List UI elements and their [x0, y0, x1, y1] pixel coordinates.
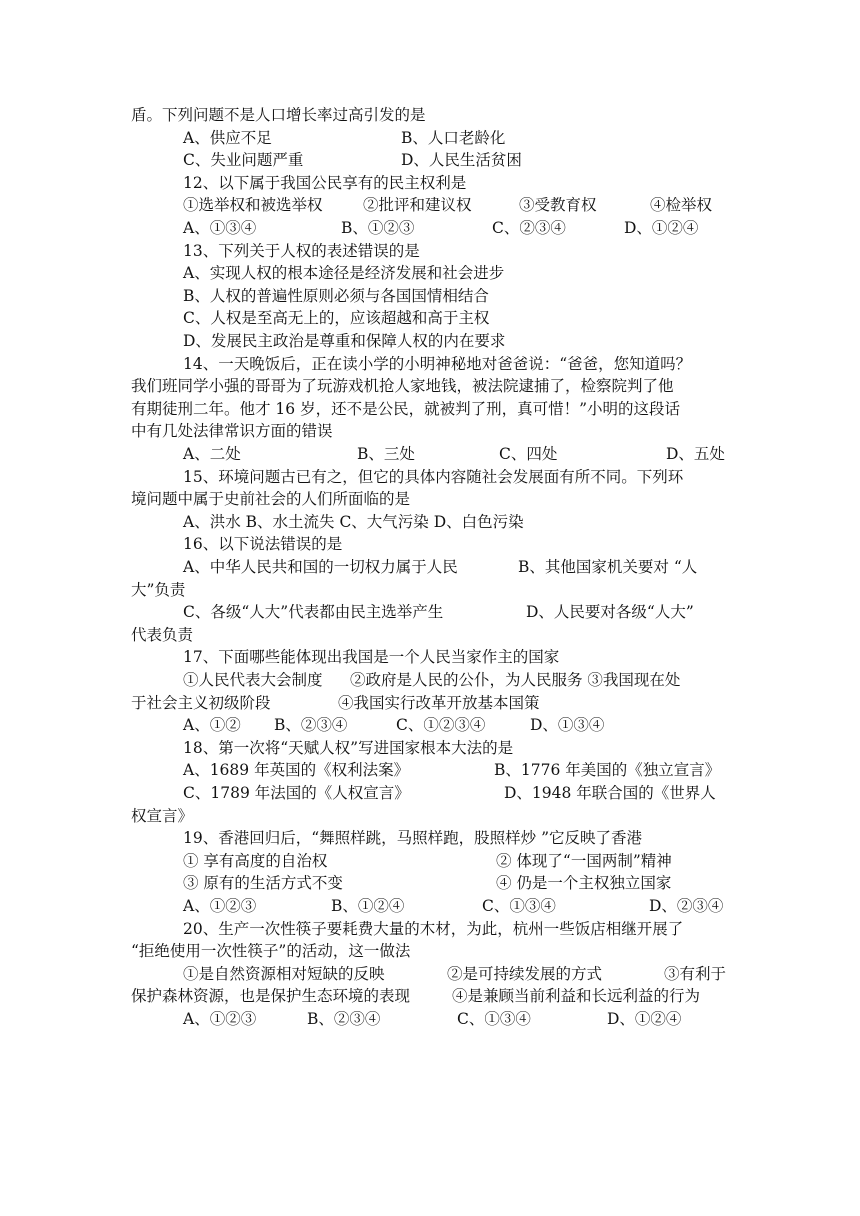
text-segment: C、①②③④	[396, 716, 486, 735]
text-line	[0, 443, 860, 466]
text-line	[0, 669, 860, 692]
text-line	[0, 579, 860, 602]
text-segment: ④检举权	[650, 196, 713, 215]
text-segment: A、洪水 B、水土流失 C、大气污染 D、白色污染	[183, 512, 524, 531]
text-segment: C、失业问题严重	[183, 151, 304, 170]
text-line	[0, 149, 860, 172]
text-line	[0, 759, 860, 782]
text-line	[0, 330, 860, 353]
text-line	[0, 262, 860, 285]
text-line	[0, 940, 860, 963]
text-segment: ① 享有高度的自治权	[183, 851, 328, 870]
text-line	[0, 895, 860, 918]
text-segment: C、四处	[499, 445, 558, 463]
text-segment: D、①③④	[530, 716, 605, 735]
text-segment: 18、第一次将“天赋人权”写进国家根本大法的是	[183, 738, 514, 757]
text-segment: 16、以下说法错误的是	[183, 535, 343, 554]
text-segment: D、人民生活贫困	[401, 151, 522, 170]
text-segment: ②批评和建议权	[363, 196, 472, 215]
text-line	[0, 918, 860, 941]
text-segment: A、供应不足	[183, 128, 272, 147]
text-line	[0, 782, 860, 805]
text-segment: 12、以下属于我国公民享有的民主权利是	[183, 173, 467, 192]
text-segment: C、人权是至高无上的，应该超越和高于主权	[183, 309, 490, 328]
text-segment: C、②③④	[492, 219, 566, 237]
text-line	[0, 850, 860, 873]
text-segment: B、②③④	[274, 716, 348, 735]
text-segment: B、②③④	[307, 1010, 381, 1028]
text-segment: 代表负责	[131, 625, 194, 644]
text-segment: ②政府是人民的公仆，为人民服务 ③我国现在处	[350, 671, 681, 689]
text-segment: B、其他国家机关要对 “人	[518, 558, 698, 576]
text-line	[0, 511, 860, 534]
text-line	[0, 127, 860, 150]
text-segment: 13、下列关于人权的表述错误的是	[183, 241, 420, 260]
text-line	[0, 533, 860, 556]
text-segment: A、二处	[183, 445, 241, 463]
text-line	[0, 714, 860, 737]
text-line	[0, 353, 860, 376]
text-segment: C、各级“人大”代表都由民主选举产生	[183, 603, 444, 622]
text-segment: “拒绝使用一次性筷子”的活动，这一做法	[131, 942, 411, 961]
text-segment: C、①③④	[482, 897, 556, 915]
text-segment: 境问题中属于史前社会的人们所面临的是	[131, 490, 411, 509]
text-segment: 14、一天晚饭后，正在读小学的小明神秘地对爸爸说：“爸爸，您知道吗？	[183, 354, 692, 373]
text-segment: 权宣言》	[131, 806, 194, 825]
text-line	[0, 646, 860, 669]
text-segment: A、①②③	[183, 897, 257, 915]
text-line	[0, 285, 860, 308]
text-line	[0, 805, 860, 828]
text-line	[0, 872, 860, 895]
text-line	[0, 556, 860, 579]
text-segment: ③有利于	[664, 964, 727, 983]
text-line	[0, 624, 860, 647]
text-line	[0, 398, 860, 421]
text-segment: B、人口老龄化	[401, 128, 506, 147]
text-line	[0, 963, 860, 986]
text-segment: 17、下面哪些能体现出我国是一个人民当家作主的国家	[183, 648, 560, 667]
text-segment: ② 体现了“一国两制”精神	[496, 851, 672, 870]
text-line	[0, 375, 860, 398]
text-segment: ④ 仍是一个主权独立国家	[496, 874, 672, 893]
text-line	[0, 194, 860, 217]
text-segment: 有期徒刑二年。他才 16 岁，还不是公民，就被判了刑，真可惜！”小明的这段话	[131, 399, 681, 418]
text-line	[0, 1008, 860, 1031]
text-segment: B、①②③	[341, 219, 415, 237]
text-line	[0, 601, 860, 624]
text-segment: B、人权的普遍性原则必须与各国国情相结合	[183, 286, 489, 305]
text-segment: B、1776 年美国的《独立宣言》	[494, 761, 721, 780]
text-segment: ①是自然资源相对短缺的反映	[183, 964, 385, 983]
text-line	[0, 104, 860, 127]
text-segment: C、1789 年法国的《人权宣言》	[183, 784, 410, 802]
text-line	[0, 240, 860, 263]
text-segment: 大”负责	[131, 580, 186, 599]
text-line	[0, 827, 860, 850]
text-segment: D、①②④	[607, 1010, 682, 1028]
text-segment: A、①②③	[183, 1010, 257, 1028]
text-line	[0, 488, 860, 511]
text-segment: ③受教育权	[519, 196, 597, 215]
text-segment: D、①②④	[624, 219, 699, 237]
text-segment: ①选举权和被选举权	[183, 196, 323, 215]
text-segment: D、②③④	[649, 897, 724, 915]
text-line	[0, 985, 860, 1008]
text-segment: D、五处	[666, 445, 725, 463]
text-segment: ④是兼顾当前利益和长远利益的行为	[452, 987, 701, 1006]
text-segment: ④我国实行改革开放基本国策	[338, 693, 540, 712]
text-segment: 中有几处法律常识方面的错误	[131, 422, 333, 441]
text-segment: A、①③④	[183, 219, 257, 237]
text-segment: A、实现人权的根本途径是经济发展和社会进步	[183, 264, 505, 283]
text-line	[0, 737, 860, 760]
text-segment: 19、香港回归后，“舞照样跳，马照样跑，股照样炒 ”它反映了香港	[183, 829, 643, 848]
text-segment: B、三处	[357, 445, 415, 463]
text-segment: 保护森林资源，也是保护生态环境的表现	[131, 987, 411, 1006]
text-segment: A、中华人民共和国的一切权力属于人民	[183, 558, 458, 576]
text-line	[0, 420, 860, 443]
text-line	[0, 692, 860, 715]
text-segment: 于社会主义初级阶段	[131, 693, 271, 712]
text-segment: D、人民要对各级“人大”	[526, 603, 694, 622]
text-segment: ②是可持续发展的方式	[447, 964, 603, 983]
text-line	[0, 217, 860, 240]
text-line	[0, 466, 860, 489]
text-segment: D、1948 年联合国的《世界人	[504, 784, 716, 802]
text-segment: 20、生产一次性筷子要耗费大量的木材，为此，杭州一些饭店相继开展了	[183, 919, 684, 938]
text-segment: 15、环境问题古已有之，但它的具体内容随社会发展面有所不同。下列环	[183, 467, 684, 486]
text-segment: B、①②④	[331, 897, 405, 915]
text-line	[0, 172, 860, 195]
text-line	[0, 307, 860, 330]
text-segment: C、①③④	[457, 1010, 531, 1028]
text-segment: 我们班同学小强的哥哥为了玩游戏机抢人家地钱，被法院逮捕了，检察院判了他	[131, 377, 674, 396]
text-segment: 盾。下列问题不是人口增长率过高引发的是	[131, 106, 426, 124]
text-segment: ③ 原有的生活方式不变	[183, 874, 343, 893]
text-segment: D、发展民主政治是尊重和保障人权的内在要求	[183, 332, 506, 350]
text-segment: ①人民代表大会制度	[183, 671, 323, 689]
text-segment: A、1689 年英国的《权利法案》	[183, 761, 410, 780]
text-segment: A、①②	[183, 716, 241, 735]
